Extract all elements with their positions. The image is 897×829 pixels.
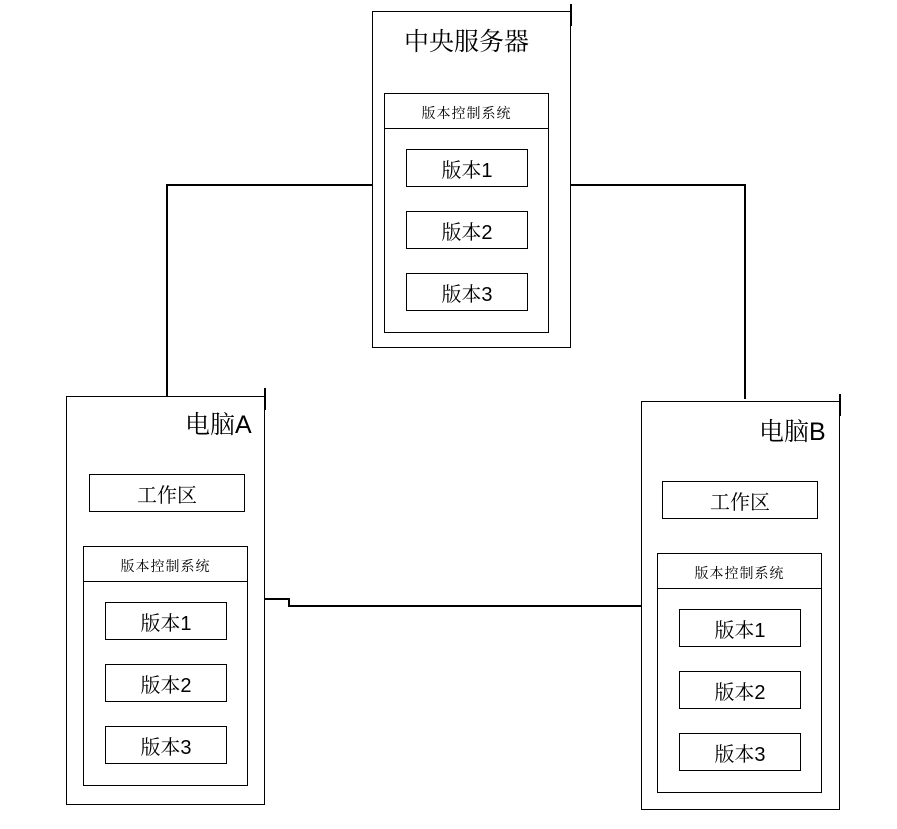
central-server-version-1[interactable]: 版本1 xyxy=(406,149,528,187)
computer-a-workspace[interactable]: 工作区 xyxy=(89,474,245,512)
computer-b-workspace[interactable]: 工作区 xyxy=(662,481,818,519)
node-computer-b-label: 电脑B xyxy=(759,418,826,446)
connector-server-to-b-vertical xyxy=(744,184,746,399)
computer-a-version-1[interactable]: 版本1 xyxy=(105,602,227,640)
computer-a-version-3[interactable]: 版本3 xyxy=(105,726,227,764)
connector-server-to-a-vertical xyxy=(166,184,168,396)
computer-b-vcs-label: 版本控制系统 xyxy=(694,565,785,581)
connector-server-to-a-horizontal xyxy=(166,184,373,186)
computer-a-vcs-divider xyxy=(83,581,248,582)
computer-b-vcs-divider xyxy=(657,588,822,589)
connector-server-to-b-horizontal xyxy=(570,184,745,186)
central-server-vcs-divider xyxy=(384,128,549,129)
node-computer-a-top-tick xyxy=(264,388,266,410)
computer-b-version-3[interactable]: 版本3 xyxy=(679,733,801,771)
computer-a-version-2[interactable]: 版本2 xyxy=(105,664,227,702)
computer-b-version-2[interactable]: 版本2 xyxy=(679,671,801,709)
computer-b-version-1[interactable]: 版本1 xyxy=(679,609,801,647)
node-central-server-top-tick xyxy=(570,4,572,26)
central-server-vcs-label: 版本控制系统 xyxy=(421,105,512,121)
node-computer-a-label: 电脑A xyxy=(185,411,252,439)
connector-a-to-b-right xyxy=(288,605,641,607)
node-computer-b-top-tick xyxy=(839,394,841,416)
connector-a-to-b-left xyxy=(265,598,289,600)
computer-a-vcs-label: 版本控制系统 xyxy=(120,558,211,574)
central-server-version-2[interactable]: 版本2 xyxy=(406,211,528,249)
central-server-version-3[interactable]: 版本3 xyxy=(406,273,528,311)
node-central-server-label: 中央服务器 xyxy=(404,28,530,56)
